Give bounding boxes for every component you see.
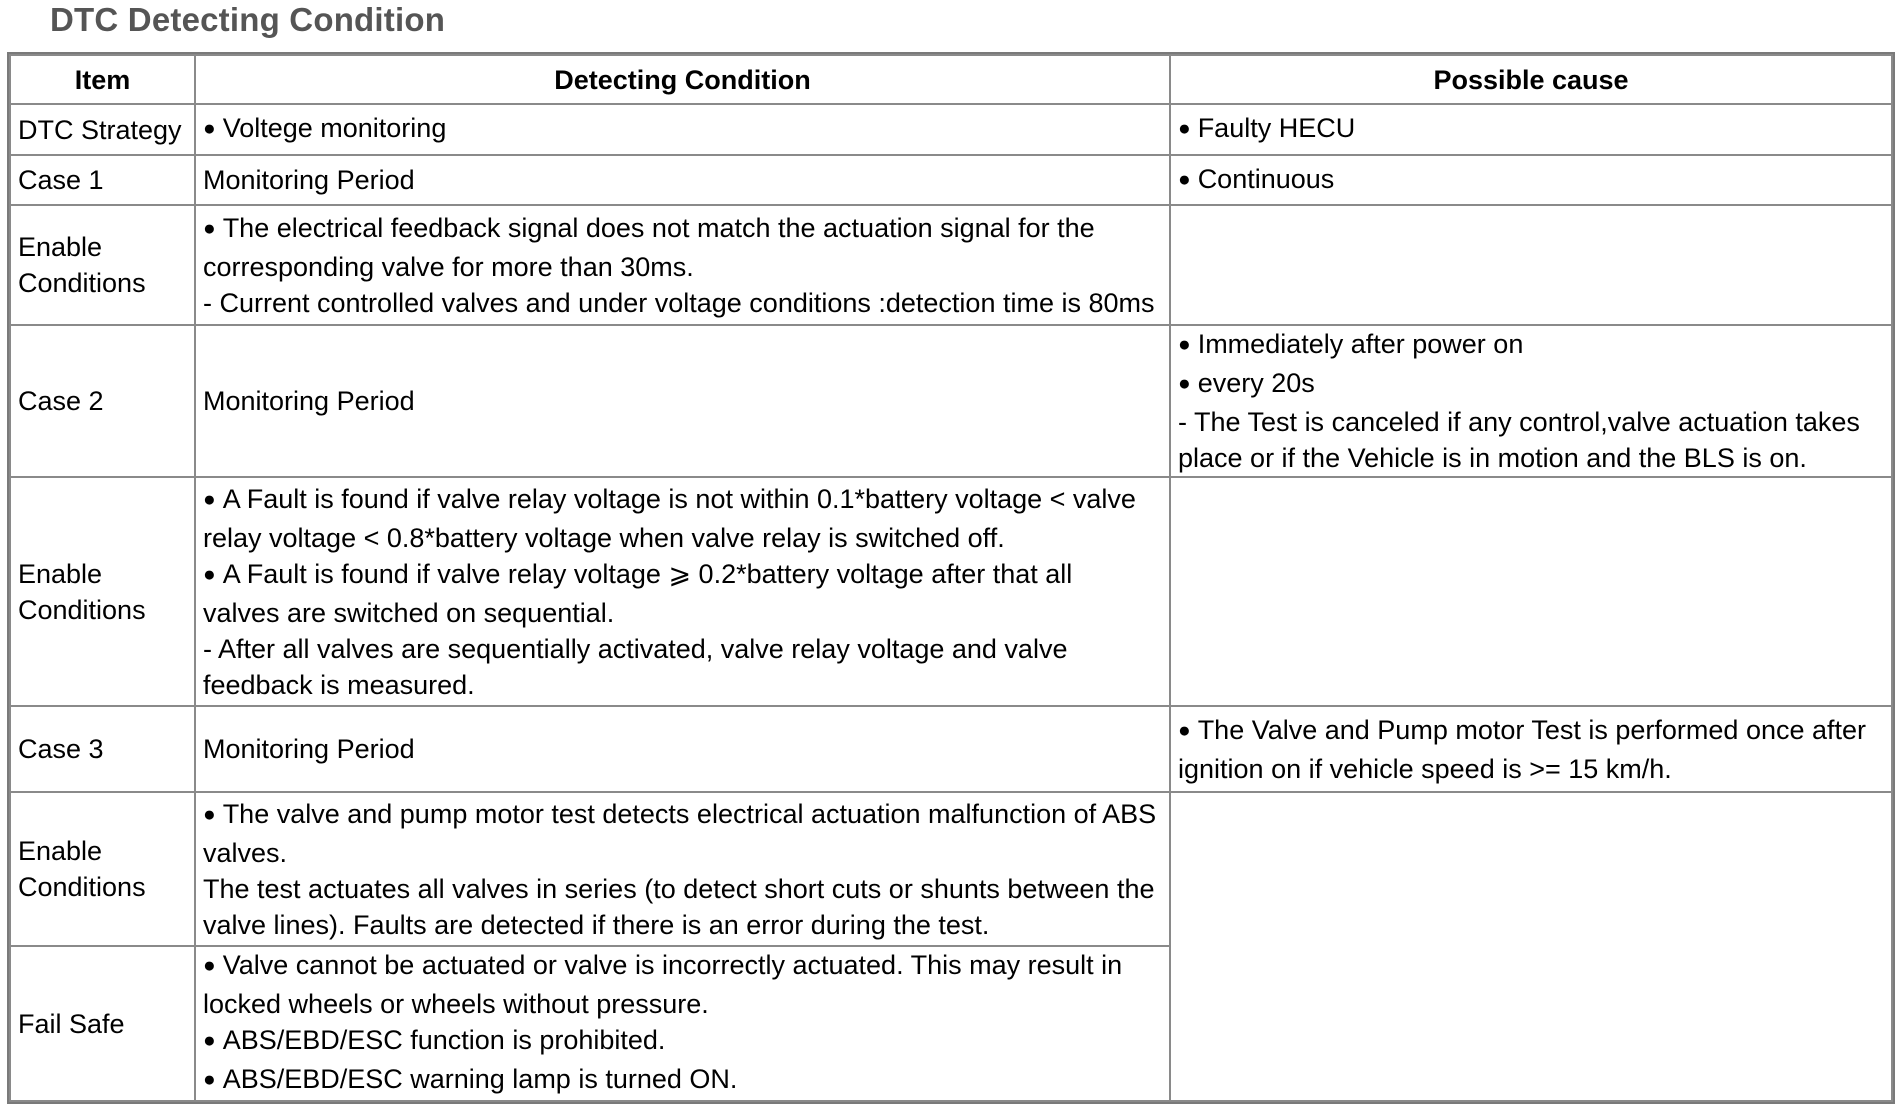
table-row (10, 104, 1892, 155)
dtc-condition-table (9, 54, 1893, 1102)
table-row (10, 155, 1892, 205)
cause-line: place or if the Vehicle is in motion and the BLS is on. (1178, 443, 1807, 473)
item-cell: Fail Safe (10, 946, 195, 1101)
cause-cell (1170, 155, 1892, 205)
header-possible-cause: Possible cause (1170, 55, 1892, 104)
condition-line: ● The electrical feedback signal does not match the actuation signal for the (203, 210, 1162, 249)
item-cell: Case 1 (10, 155, 195, 205)
cause-cell (1170, 706, 1892, 792)
item-cell: Case 2 (10, 325, 195, 477)
cause-line: - The Test is canceled if any control,valve actuation takes (1178, 407, 1860, 437)
cause-line: ● Faulty HECU (1178, 110, 1884, 149)
item-line: Conditions (18, 594, 146, 625)
item-line: Enable (18, 558, 103, 589)
cause-line: ● Immediately after power on (1178, 326, 1884, 365)
condition-line: locked wheels or wheels without pressure. (203, 989, 709, 1019)
page-title: DTC Detecting Condition (50, 1, 446, 38)
condition-line: ● Valve cannot be actuated or valve is incorrectly actuated. This may result in (203, 947, 1162, 986)
header-item: Item (10, 55, 195, 104)
condition-line: valves. (203, 837, 288, 868)
condition-line: The test actuates all valves in series (to detect short cuts or shunts between the (203, 873, 1155, 904)
condition-cell (195, 792, 1170, 946)
condition-cell (195, 706, 1170, 792)
condition-line: ● A Fault is found if valve relay voltage ⩾ 0.2*battery voltage after that all (203, 556, 1162, 595)
condition-line: - Current controlled valves and under voltage conditions :detection time is 80ms (203, 287, 1155, 318)
cause-cell (1170, 477, 1892, 706)
cause-line: ● Continuous (1178, 161, 1884, 200)
cause-cell (1170, 325, 1892, 477)
item-cell (10, 205, 195, 325)
condition-line: valve lines). Faults are detected if there is an error during the test. (203, 909, 990, 940)
cause-cell (1170, 104, 1892, 155)
item-line: Enable (18, 232, 103, 262)
cause-line: ● The Valve and Pump motor Test is performed once after (1178, 712, 1884, 751)
table-row (10, 325, 1892, 477)
condition-line: ● The valve and pump motor test detects electrical actuation malfunction of ABS (203, 796, 1162, 835)
item-line: Enable (18, 836, 103, 866)
condition-line: Monitoring Period (203, 734, 415, 764)
header-detecting-condition: Detecting Condition (195, 55, 1170, 104)
condition-cell (195, 205, 1170, 325)
condition-line: valves are switched on sequential. (203, 597, 615, 628)
cause-cell (1170, 205, 1892, 325)
table-row (10, 205, 1892, 325)
item-cell (10, 477, 195, 706)
condition-line: ● ABS/EBD/ESC warning lamp is turned ON. (203, 1061, 1162, 1100)
cause-line: ● every 20s (1178, 365, 1884, 404)
table-row (10, 792, 1892, 946)
condition-line: relay voltage < 0.8*battery voltage when valve relay is switched off. (203, 522, 1005, 553)
item-line: Conditions (18, 872, 146, 902)
item-cell (10, 792, 195, 946)
condition-line: Monitoring Period (203, 386, 415, 416)
condition-line: ● Voltege monitoring (203, 110, 1162, 149)
item-line: Conditions (18, 268, 146, 298)
item-cell: DTC Strategy (10, 104, 195, 155)
table-row (10, 477, 1892, 706)
table-row (10, 706, 1892, 792)
cause-line: ignition on if vehicle speed is >= 15 km/h. (1178, 753, 1672, 784)
table-header-row (10, 55, 1892, 104)
condition-line: corresponding valve for more than 30ms. (203, 251, 694, 282)
condition-cell (195, 104, 1170, 155)
condition-line: ● ABS/EBD/ESC function is prohibited. (203, 1022, 1162, 1061)
item-cell: Case 3 (10, 706, 195, 792)
condition-cell (195, 477, 1170, 706)
condition-cell (195, 946, 1170, 1101)
cause-cell (1170, 792, 1892, 1101)
condition-line: Monitoring Period (203, 165, 415, 195)
condition-line: - After all valves are sequentially activated, valve relay voltage and valve (203, 633, 1068, 664)
condition-cell (195, 325, 1170, 477)
condition-cell (195, 155, 1170, 205)
condition-line: ● A Fault is found if valve relay voltage is not within 0.1*battery voltage < valve (203, 481, 1162, 520)
condition-line: feedback is measured. (203, 669, 475, 700)
